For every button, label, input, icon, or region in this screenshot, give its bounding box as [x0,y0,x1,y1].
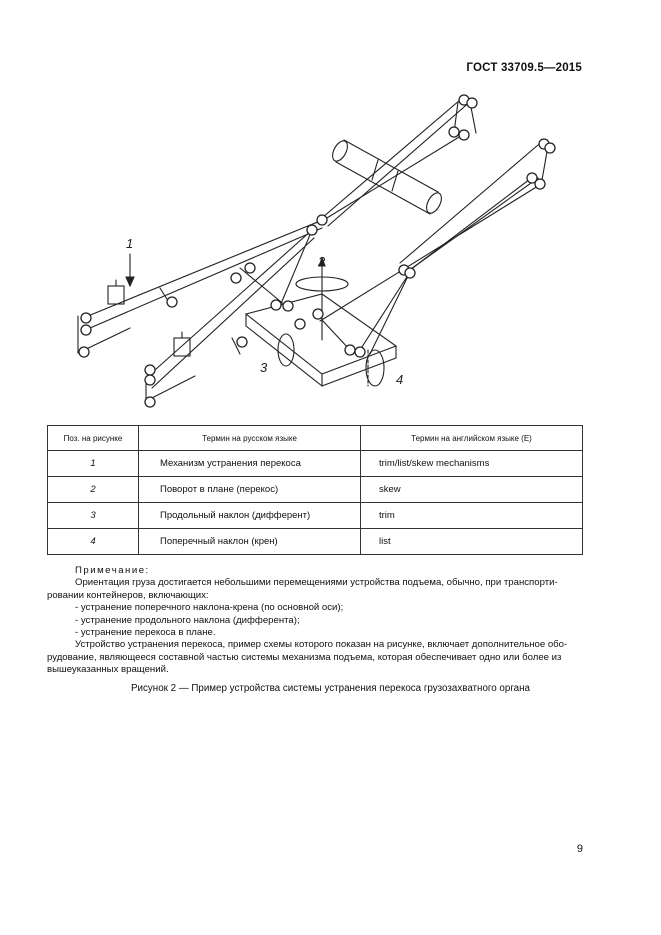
figure-label-3: 3 [260,360,268,375]
note-title: Примечание: [75,565,150,576]
row-term-ru: Поперечный наклон (крен) [139,529,361,555]
note-line: рудование, являющееся составной частью системы механизма подъема, которая обеспечивает одно или более из [47,651,562,663]
row-number: 2 [48,477,139,503]
table-row [48,451,583,477]
right-ropes [240,178,538,354]
row-term-en: trim/list/skew mechanisms [361,451,583,477]
column-header-english: Термин на английском языке (E) [361,426,583,451]
row-term-en: skew [361,477,583,503]
note-line: Устройство устранения перекоса, пример схемы которого показан на рисунке, включает дополнительное обо- [75,639,568,651]
table-row [48,529,583,555]
note-line: ровании контейнеров, включающих: [47,589,209,601]
platform [246,294,396,386]
drum [330,138,445,215]
row-number: 3 [48,503,139,529]
pulleys [79,95,555,407]
row-term-en: trim [361,503,583,529]
figure-label-2: 2 [318,254,326,269]
mechanism-drawing [60,88,600,418]
note-list-item: - устранение перекоса в плане. [75,627,216,639]
row-term-ru: Поворот в плане (перекос) [139,477,361,503]
table-row [48,503,583,529]
row-term-ru: Механизм устранения перекоса [139,451,361,477]
row-term-en: list [361,529,583,555]
note-line: Ориентация груза достигается небольшими перемещениями устройства подъема, обычно, при транспорти- [75,577,558,589]
figure-label-4: 4 [396,372,404,387]
skew-mechanism-figure [60,88,600,418]
figure-caption: Рисунок 2 — Пример устройства системы устранения перекоса грузозахватного органа [130,683,530,694]
column-header-russian: Термин на русском языке [139,426,361,451]
note-line: вышеуказанных вращений. [47,664,169,676]
upper-ropes [316,100,548,270]
page-number: 9 [576,843,583,855]
row-number: 4 [48,529,139,555]
table-row [48,477,583,503]
row-number: 1 [48,451,139,477]
column-header-position: Поз. на рисунке [48,426,139,451]
row-term-ru: Продольный наклон (дифферент) [139,503,361,529]
note-list-item: - устранение продольного наклона (дифферента); [75,614,300,626]
figure-label-1: 1 [126,236,134,251]
note-list-item: - устранение поперечного наклона-крена (по основной оси); [75,602,344,614]
table-header-row [48,426,583,451]
terms-table [47,425,583,555]
document-code: ГОСТ 33709.5—2015 [466,62,582,74]
note-block [47,565,585,677]
